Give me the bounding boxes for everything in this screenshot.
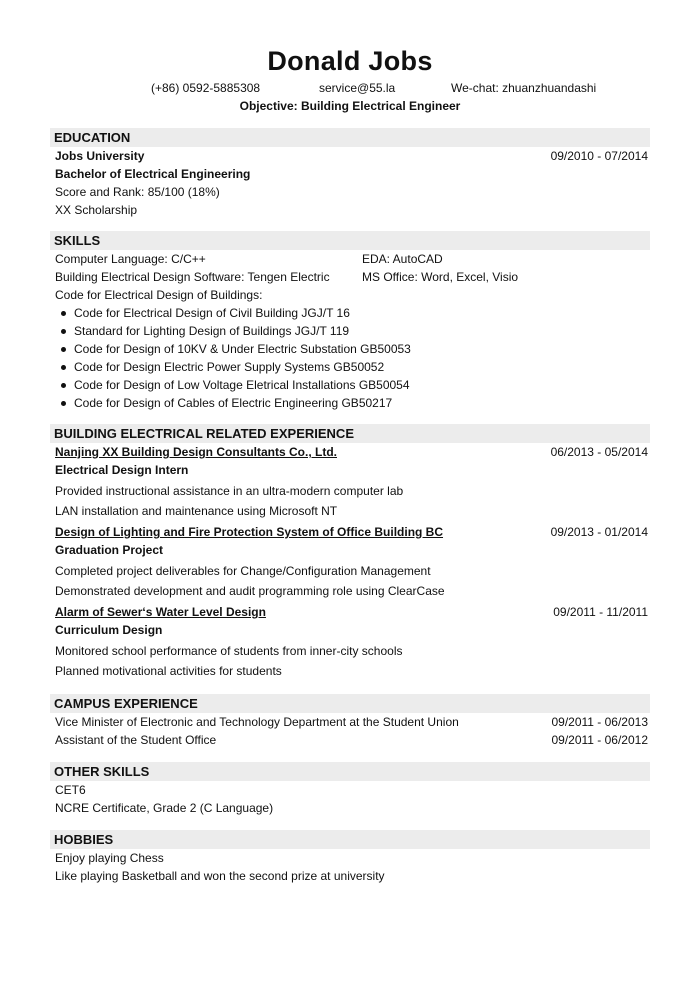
ms-office-skill: MS Office: Word, Excel, Visio — [362, 270, 519, 284]
design-software: Building Electrical Design Software: Tengen Electric — [55, 270, 330, 284]
experience-line: Demonstrated development and audit programming role using ClearCase — [55, 584, 445, 598]
campus-heading: CAMPUS EXPERIENCE — [50, 694, 650, 713]
hobbies-heading: HOBBIES — [50, 830, 650, 849]
experience-line: Completed project deliverables for Change/Configuration Management — [55, 564, 431, 578]
hobby-item: Like playing Basketball and won the second prize at university — [55, 869, 385, 883]
education-section — [50, 128, 650, 219]
campus-dates: 09/2011 - 06/2012 — [551, 733, 648, 747]
campus-role: Vice Minister of Electronic and Technology Department at the Student Union — [55, 715, 459, 729]
experience-line: Provided instructional assistance in an ultra-modern computer lab — [55, 484, 404, 498]
code-list-item: Code for Design of 10KV & Under Electric Substation GB50053 — [50, 340, 650, 358]
skills-heading: SKILLS — [50, 231, 650, 250]
career-objective: Objective: Building Electrical Engineer — [239, 99, 461, 113]
codes-intro: Code for Electrical Design of Buildings: — [55, 288, 263, 302]
campus-role: Assistant of the Student Office — [55, 733, 217, 747]
experience-line: Monitored school performance of students from inner-city schools — [55, 644, 403, 658]
other-skills-section — [50, 762, 650, 817]
code-list-item: Code for Electrical Design of Civil Building JGJ/T 16 — [50, 304, 650, 322]
campus-item — [50, 713, 650, 731]
experience-dates: 09/2011 - 11/2011 — [553, 605, 648, 619]
candidate-name: Donald Jobs — [267, 46, 433, 76]
experience-section — [50, 424, 650, 681]
school-name: Jobs University — [55, 149, 145, 163]
scholarship: XX Scholarship — [55, 203, 138, 217]
skills-row-1 — [50, 250, 650, 268]
experience-entry-header — [50, 443, 650, 461]
other-skill-item: CET6 — [55, 783, 86, 797]
experience-org: Design of Lighting and Fire Protection System of Office Building BC — [55, 525, 444, 539]
experience-org: Alarm of Sewer‘s Water Level Design — [55, 605, 266, 619]
experience-dates: 06/2013 - 05/2014 — [550, 445, 648, 459]
campus-dates: 09/2011 - 06/2013 — [551, 715, 648, 729]
code-list-item: Code for Design Electric Power Supply Systems GB50052 — [50, 358, 650, 376]
code-list-item: Code for Design of Low Voltage Eletrical Installations GB50054 — [50, 376, 650, 394]
experience-entry-header — [50, 523, 650, 541]
campus-section — [50, 694, 650, 749]
wechat-id: We-chat: zhuanzhuandashi — [451, 81, 597, 95]
experience-line: Planned motivational activities for students — [55, 664, 282, 678]
hobby-item: Enjoy playing Chess — [55, 851, 164, 865]
education-heading: EDUCATION — [50, 128, 650, 147]
computer-language: Computer Language: C/C++ — [55, 252, 206, 266]
experience-role: Curriculum Design — [55, 623, 163, 637]
experience-dates: 09/2013 - 01/2014 — [550, 525, 648, 539]
experience-heading: BUILDING ELECTRICAL RELATED EXPERIENCE — [50, 424, 650, 443]
skills-section — [50, 231, 650, 412]
hobbies-section — [50, 830, 650, 885]
experience-line: LAN installation and maintenance using Microsoft NT — [55, 504, 338, 518]
degree: Bachelor of Electrical Engineering — [55, 167, 251, 181]
other-skill-item: NCRE Certificate, Grade 2 (C Language) — [55, 801, 274, 815]
education-dates: 09/2010 - 07/2014 — [550, 149, 648, 163]
other-skills-heading: OTHER SKILLS — [50, 762, 650, 781]
score-rank: Score and Rank: 85/100 (18%) — [55, 185, 220, 199]
code-list-item: Code for Design of Cables of Electric Engineering GB50217 — [50, 394, 650, 412]
experience-role: Electrical Design Intern — [55, 463, 189, 477]
experience-org: Nanjing XX Building Design Consultants Co., Ltd. — [55, 445, 337, 459]
experience-entry-header — [50, 603, 650, 621]
education-school-row — [50, 147, 650, 165]
skills-row-2 — [50, 268, 650, 286]
experience-role: Graduation Project — [55, 543, 164, 557]
code-list-item: Standard for Lighting Design of Buildings JGJ/T 119 — [50, 322, 650, 340]
phone-number: (+86) 0592-5885308 — [151, 81, 261, 95]
email-address: service@55.la — [319, 81, 396, 95]
eda-skill: EDA: AutoCAD — [362, 252, 443, 266]
campus-item — [50, 731, 650, 749]
